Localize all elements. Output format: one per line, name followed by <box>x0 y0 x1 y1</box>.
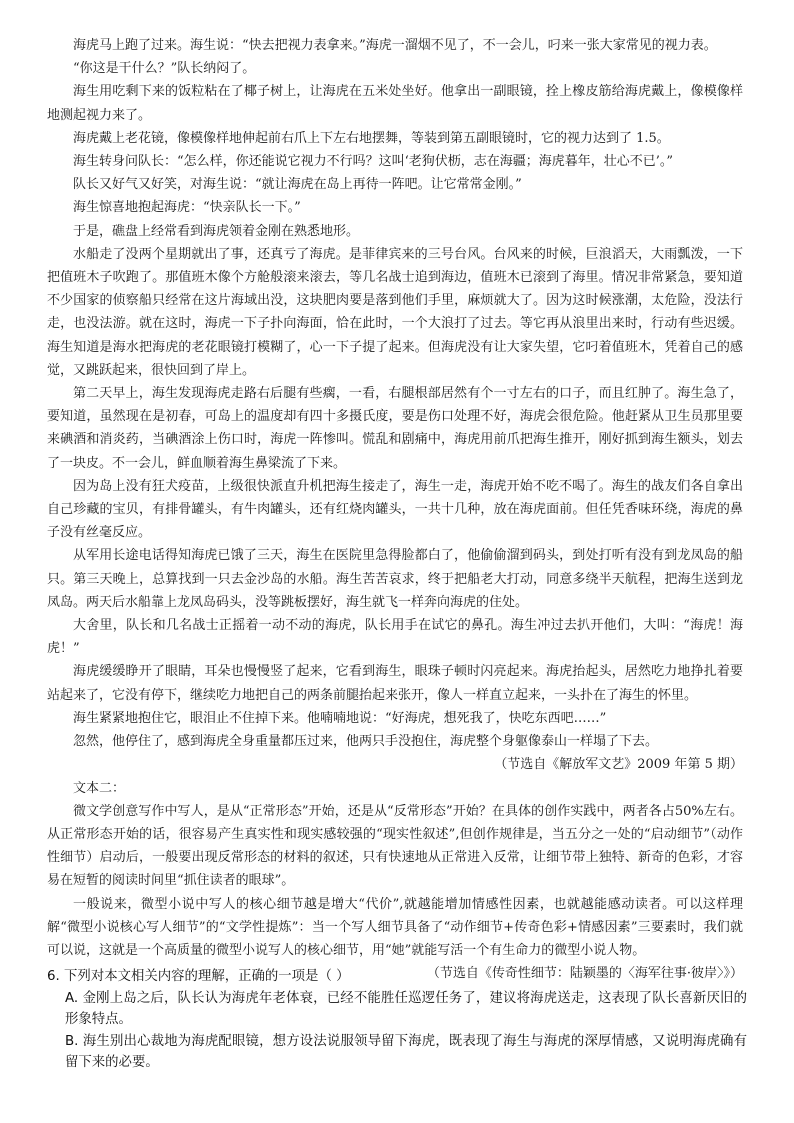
passage-paragraph: “你这是干什么？”队长纳闷了。 <box>73 61 256 77</box>
passage-paragraph: 因为岛上没有狂犬疫苗，上级很快派直升机把海生接走了，海生一走，海虎开始不吃不喝了。海生的战友们各自拿出自己珍藏的宝贝，有排骨罐头，有牛肉罐头，还有红烧肉罐头，一共十几种，放在海虎面前。但任凭香味环绕，海虎的鼻子没有丝毫反应。 <box>47 478 743 541</box>
option-b[interactable]: B. 海生别出心裁地为海虎配眼镜，想方设法说服领导留下海虎，既表现了海生与海虎的深厚情感，又说明海虎确有留下来的必要。 <box>65 1033 747 1070</box>
text-two-paragraph: 一般说来，微型小说中写人的核心细节越是增大“代价”,就越能增加情感性因素，也就越能感动读者。可以这样理解“微型小说核心写人细节”的“文学性提炼”：当一个写人细节具备了“动作细节+传奇色彩+情感因素”三要素时，我们就可以说，这就是一个高质量的微型小说写人的核心细节，用“她”就能写活一个有生命力的微型小说人物。 <box>47 896 743 958</box>
passage-paragraph: 于是，礁盘上经常看到海虎领着金刚在熟悉地形。 <box>73 223 360 239</box>
passage-paragraph: 队长又好气又好笑，对海生说：“就让海虎在岛上再待一阵吧。让它常常金刚。” <box>73 177 522 193</box>
question-stem: 6. 下列对本文相关内容的理解，正确的一项是（ ） <box>47 969 350 984</box>
passage-paragraph: 海生用吃剩下来的饭粒粘在了椰子树上，让海虎在五米处坐好。他拿出一副眼镜，拴上橡皮筋给海虎戴上，像模像样地测起视力来了。 <box>47 84 743 123</box>
passage-paragraph: 第二天早上，海生发现海虎走路右后腿有些瘸，一看，右腿根部居然有个一寸左右的口子，而且红肿了。海生急了，要知道，虽然现在是初春，可岛上的温度却有四十多摄氏度，要是伤口处理不好，海虎会很危险。他赶紧从卫生员那里要来碘酒和消炎药，当碘酒涂上伤口时，海虎一阵惨叫。慌乱和剧痛中，海虎用前爪把海生推开，刚好抓到海生额头，划去了一块皮。不一会儿，鲜血顺着海生鼻梁流了下来。 <box>47 386 743 471</box>
passage-paragraph: 海虎马上跑了过来。海生说：“快去把视力表拿来。”海虎一溜烟不见了，不一会儿，叼来一张大家常见的视力表。 <box>73 38 717 53</box>
reading-passage <box>47 34 743 985</box>
passage-paragraph: 海虎缓缓睁开了眼睛，耳朵也慢慢竖了起来，它看到海生，眼珠子顿时闪亮起来。海虎抬起头，居然吃力地挣扎着要站起来了，它没有停下，继续吃力地把自己的两条前腿抬起来张开，像人一样直立起来，一头扑在了海生的怀里。 <box>47 664 743 703</box>
passage-paragraph: 海虎戴上老花镜，像模像样地伸起前右爪上下左右地摆舞，等装到第五副眼镜时，它的视力达到了 1.5。 <box>73 130 670 146</box>
text-two-paragraph: 微文学创意写作中写人，是从“正常形态”开始，还是从“反常形态”开始？在具体的创作实践中，两者各占50%左右。从正常形态开始的话，很容易产生真实性和现实感较强的“现实性叙述”,但创作规律是，当五分之一处的“启动细节”（动作性细节）启动后，一般要出现反常形态的材料的叙述，只有快速地从正常进入反常，让细节带上独特、新奇的色彩，才容易在短暂的阅读时间里“抓住读者的眼球”。 <box>47 803 743 889</box>
passage-paragraph: 海生转身问队长：“怎么样，你还能说它视力不行吗？这叫‘老狗伏枥，志在海疆；海虎暮年，壮心不已’。” <box>73 154 674 170</box>
passage-paragraph: 从军用长途电话得知海虎已饿了三天，海生在医院里急得脸都白了，他偷偷溜到码头，到处打听有没有到龙凤岛的船只。第三天晚上，总算找到一只去金沙岛的水船。海生苦苦哀求，终于把船老大打动，同意多绕半天航程，把海生送到龙凤岛。两天后水船靠上龙凤岛码头，没等跳板摆好，海生就飞一样奔向海虎的住处。 <box>47 548 743 610</box>
question-6 <box>47 966 747 1074</box>
passage-paragraph: 大舍里，队长和几名战士正摇着一动不动的海虎，队长用手在试它的鼻孔。海生冲过去扒开他们，大叫：“海虎！海虎！” <box>47 618 743 657</box>
text-two-source: （节选自《传奇性细节：陆颖墨的〈海军往事·彼岸〉》） <box>426 966 743 982</box>
passage-paragraph: 海生紧紧地抱住它，眼泪止不住掉下来。他喃喃地说：“好海虎，想死我了，快吃东西吧……” <box>73 710 607 726</box>
passage-source: （节选自《解放军文艺》2009 年第 5 期） <box>494 757 743 773</box>
passage-paragraph: 水船走了没两个星期就出了事，还真亏了海虎。是菲律宾来的三号台风。台风来的时候，巨浪滔天，大雨瓢泼，一下把值班木子吹跑了。那值班木像个方舱般滚来滚去，等几名战士追到海边，值班木已滚到了海里。情况非常紧急，要知道不少国家的侦察船只经常在这片海域出没，这块肥肉要是落到他们手里，麻烦就大了。因为这时候涨潮，太危险，没法行走，也没法游。就在这时，海虎一下子扑向海面，恰在此时，一个大浪打了过去。等它再从浪里出来时，行动有些迟缓。海生知道是海水把海虎的老花眼镜打模糊了，心一下子提了起来。但海虎没有让大家失望，它叼着值班木，凭着自己的感觉，又跳跃起来，很快回到了岸上。 <box>47 246 743 378</box>
text-two-label: 文本二： <box>73 780 126 796</box>
passage-paragraph: 忽然，他停住了，感到海虎全身重量都压过来，他两只手没抱住，海虎整个身躯像泰山一样塌了下去。 <box>73 734 659 750</box>
option-a[interactable]: A. 金刚上岛之后，队长认为海虎年老体衰，已经不能胜任巡逻任务了，建议将海虎送走，这表现了队长喜新厌旧的形象特点。 <box>65 990 747 1027</box>
passage-paragraph: 海生惊喜地抱起海虎：“快亲队长一下。” <box>73 200 301 216</box>
